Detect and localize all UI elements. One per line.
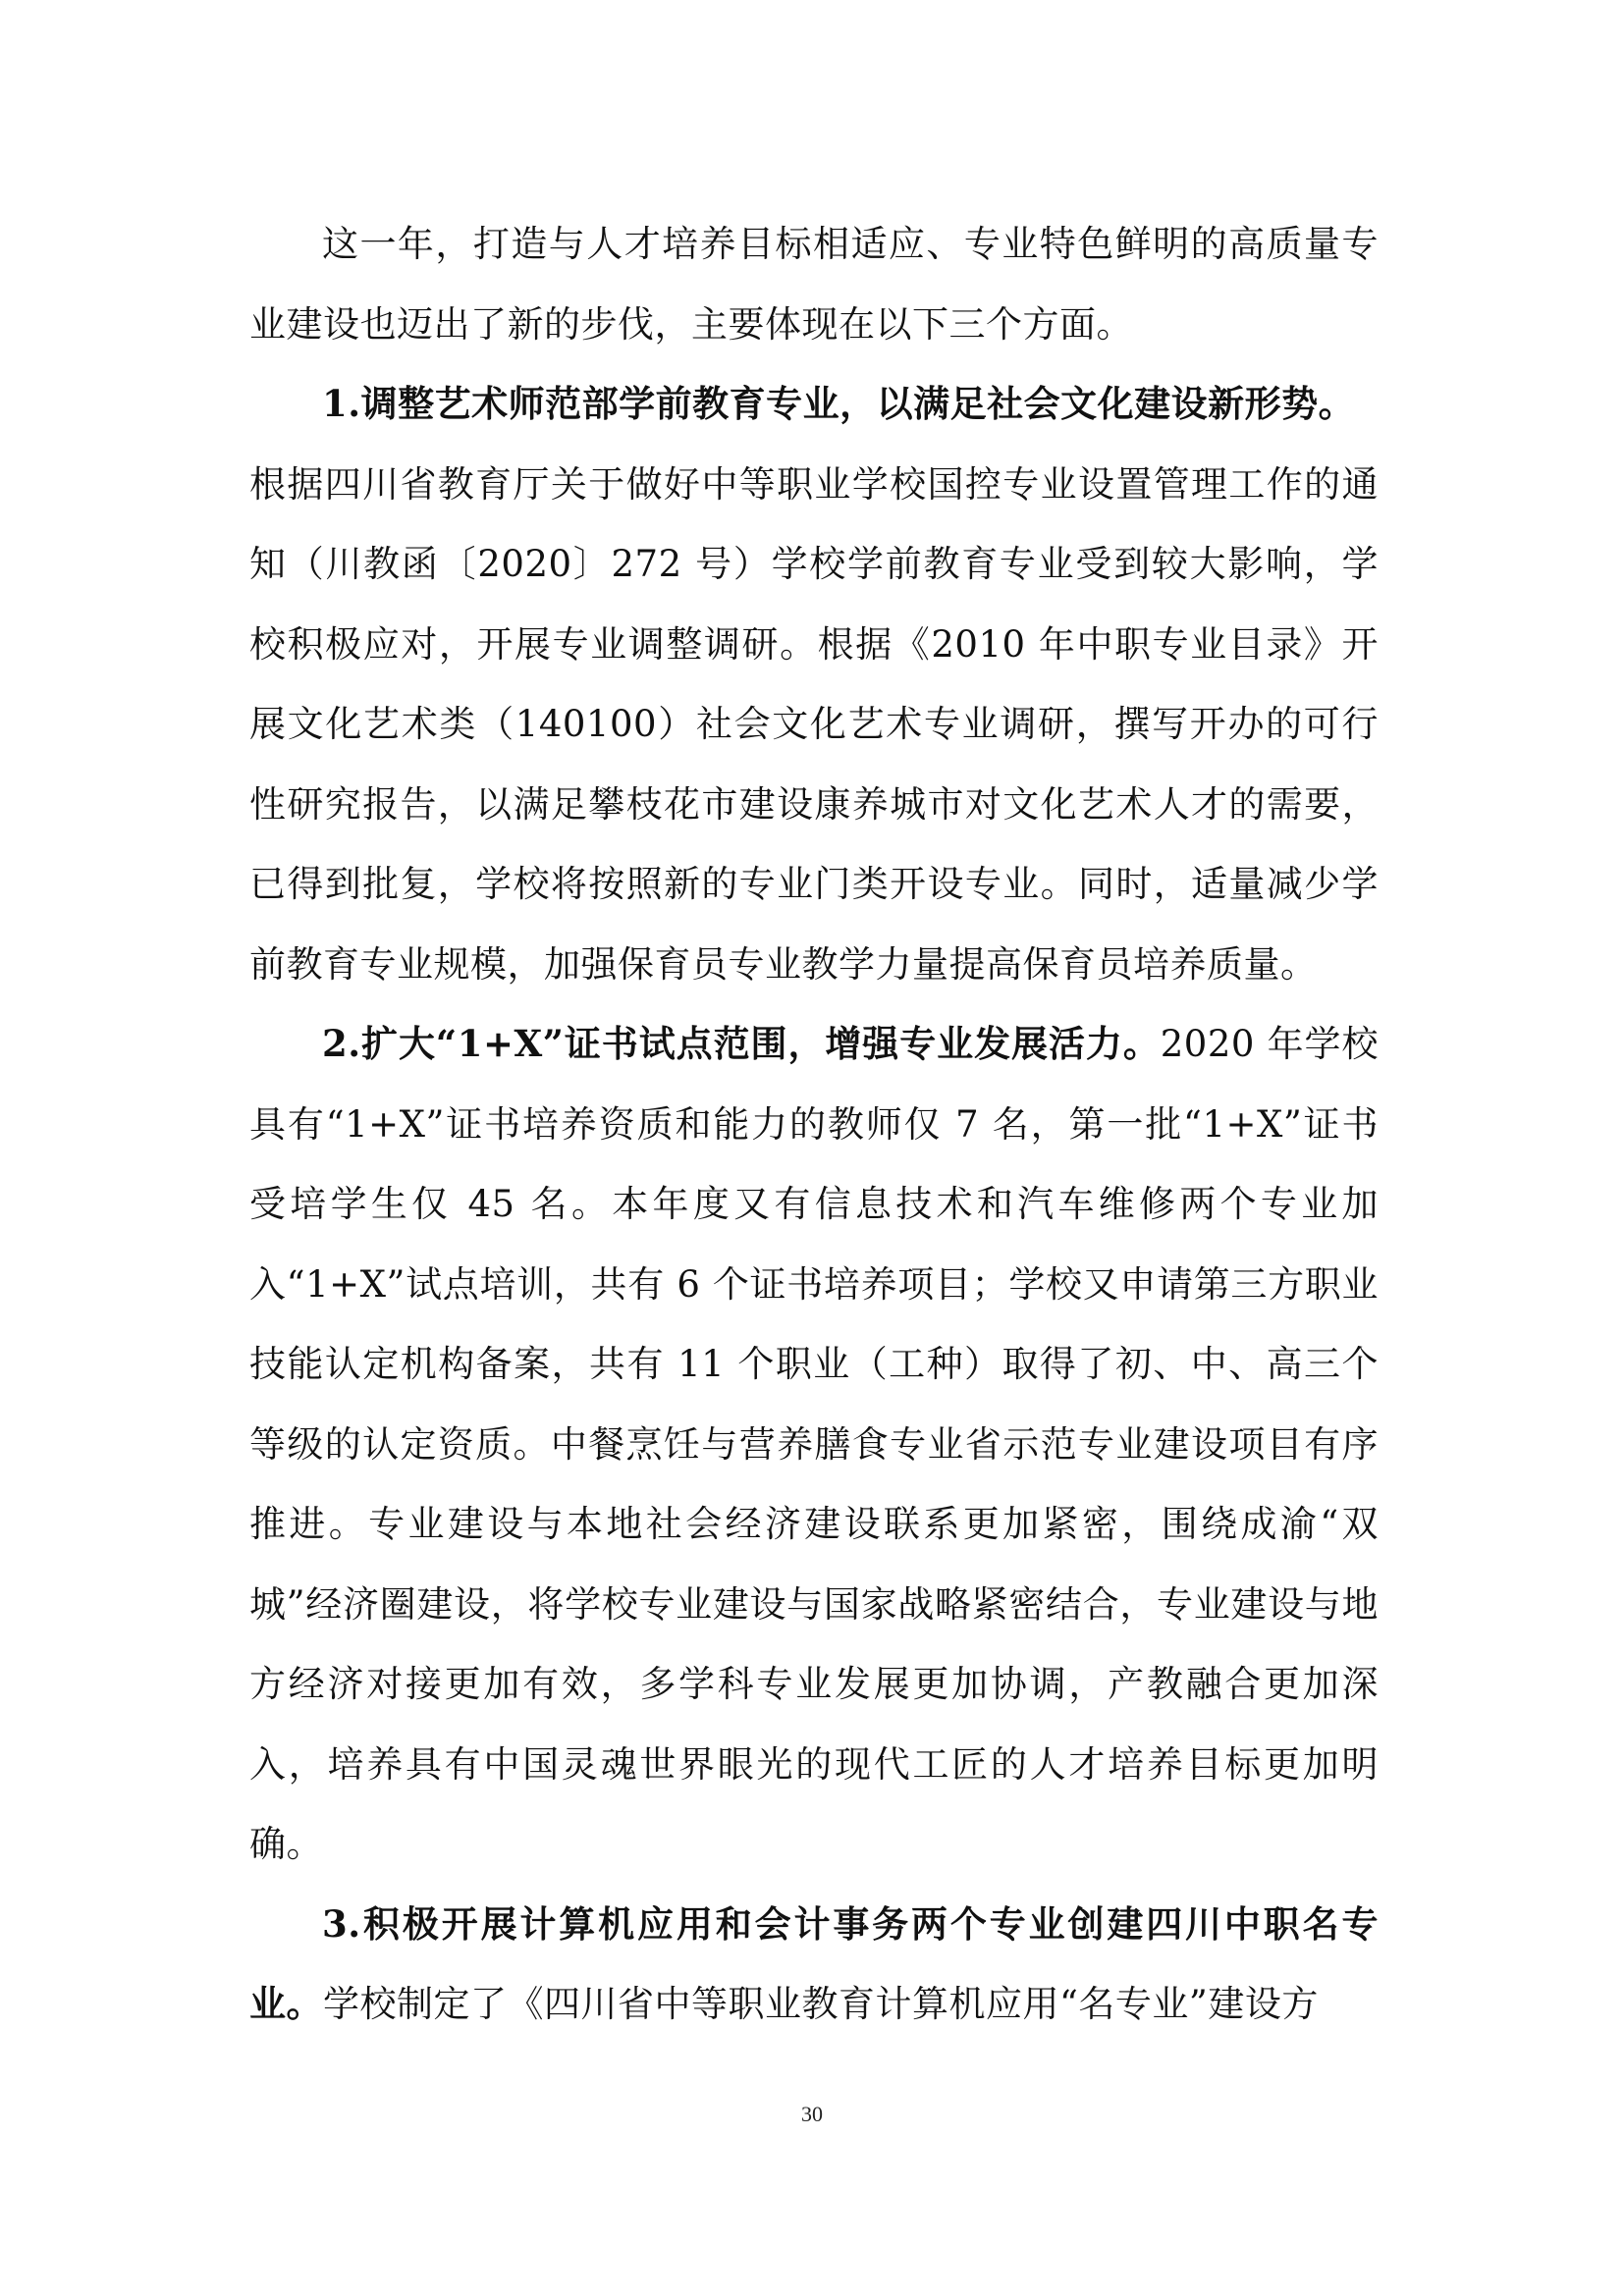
item1-heading-text: 1.调整艺术师范部学前教育专业，以满足社会文化建设新形势。 — [322, 382, 1356, 425]
item2-heading-text: 2.扩大“1+X”证书试点范围，增强专业发展活力。 — [322, 1022, 1161, 1065]
item2-body-text: 2020 年学校具有“1+X”证书培养资质和能力的教师仅 7 名，第一批“1+X”证书受培学生仅 45 名。本年度又有信息技术和汽车维修两个专业加入“1+X”试点培训，共有 6 个证书培养项目；学校又申请第三方职业技能认定机构备案，共有 11 个职业（工种）取得了初、中、高三个等级的认定资质。中餐烹饪与营养膳食专业省示范专业建设项目有序推进。专业建设与本地社会经济建设联系更加紧密，围绕成渝“双城”经济圈建设，将学校专业建设与国家战略紧密结合，专业建设与地方经济对接更加有效，多学科专业发展更加协调，产教融合更加深入，培养具有中国灵魂世界眼光的现代工匠的人才培养目标更加明确。 — [249, 1023, 1379, 1865]
body-text — [249, 204, 1379, 2045]
item2-paragraph — [249, 1004, 1379, 1885]
item3-paragraph — [249, 1885, 1379, 2045]
page-number: 30 — [801, 2102, 823, 2126]
item1-heading — [249, 364, 1379, 445]
intro-paragraph — [249, 204, 1379, 364]
intro-text: 这一年，打造与人才培养目标相适应、专业特色鲜明的高质量专业建设也迈出了新的步伐，主要体现在以下三个方面。 — [249, 223, 1379, 346]
item1-body-text: 根据四川省教育厅关于做好中等职业学校国控专业设置管理工作的通知（川教函〔2020〕272 号）学校学前教育专业受到较大影响，学校积极应对，开展专业调整调研。根据《2010 年中职专业目录》开展文化艺术类（140100）社会文化艺术专业调研，撰写开办的可行性研究报告，以满足攀枝花市建设康养城市对文化艺术人才的需要，已得到批复，学校将按照新的专业门类开设专业。同时，适量减少学前教育专业规模，加强保育员专业教学力量提高保育员培养质量。 — [249, 462, 1379, 986]
item1-body-paragraph — [249, 445, 1379, 1005]
item3-heading-text: 3.积极开展计算机应用和会计事务两个专业创建四川中职名专业。 — [249, 1901, 1379, 2025]
item3-body-text: 学校制定了《四川省中等职业教育计算机应用“名专业”建设方 — [323, 1983, 1319, 2025]
